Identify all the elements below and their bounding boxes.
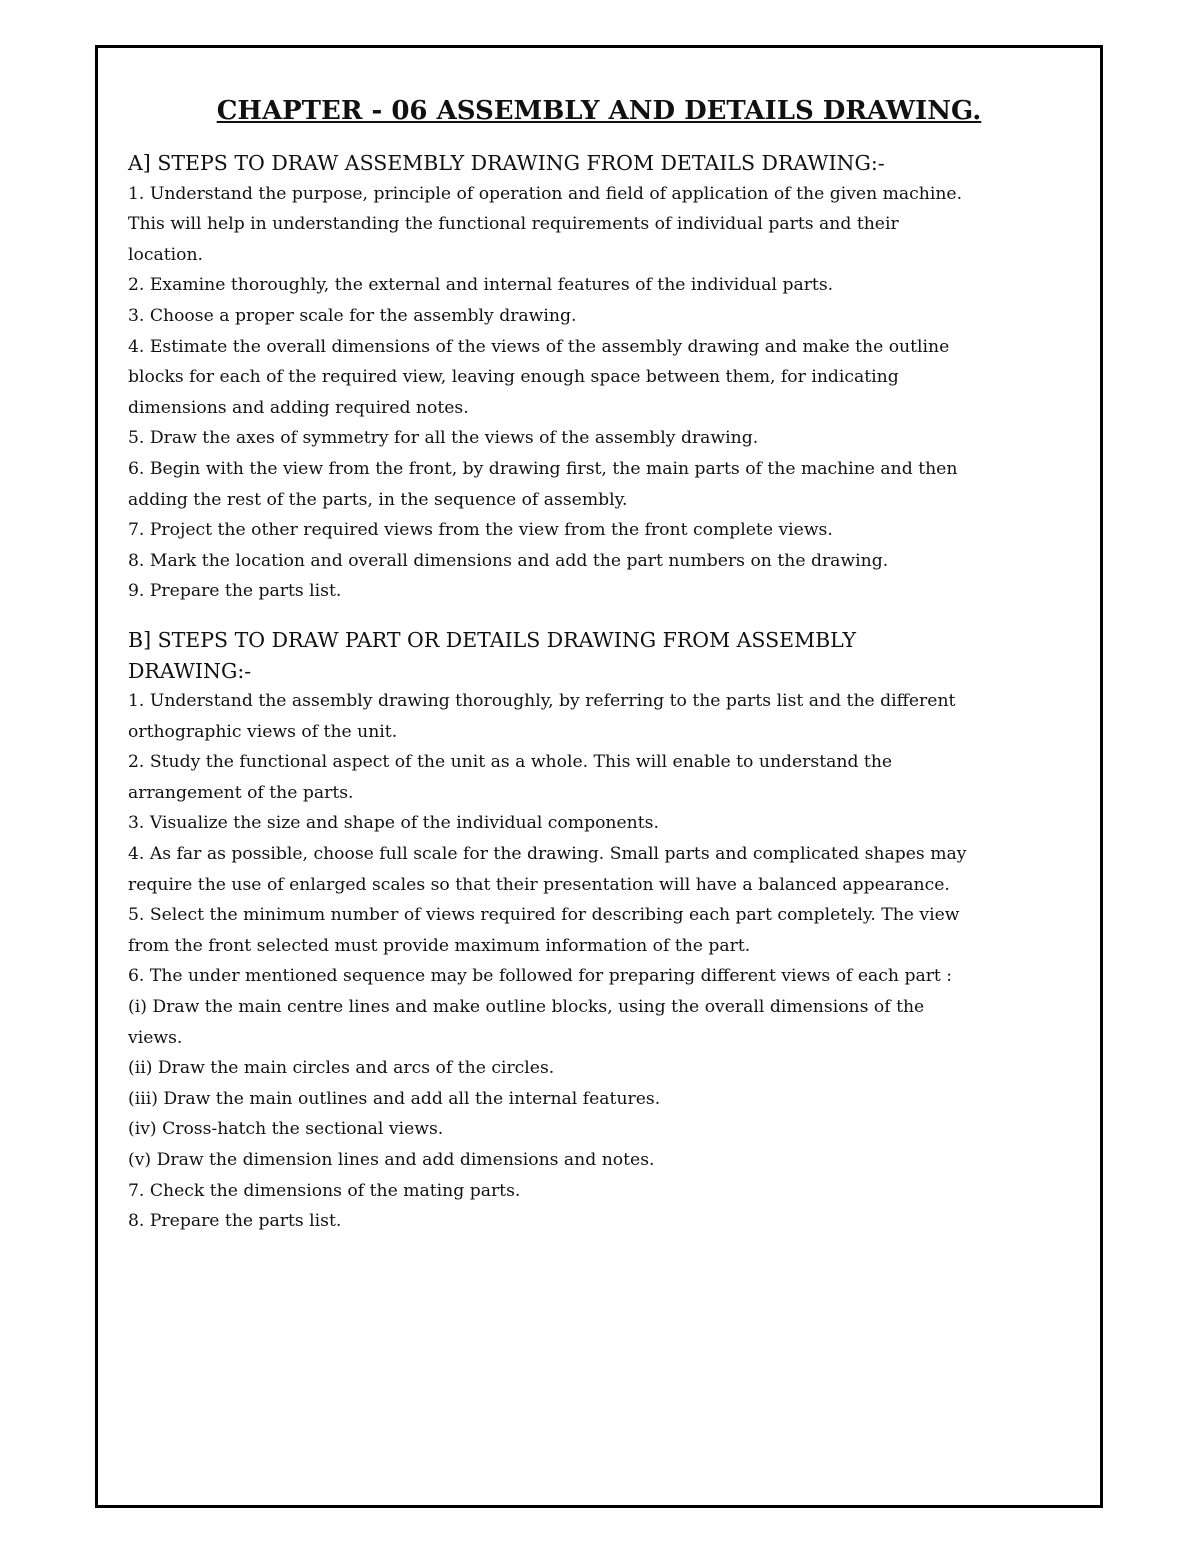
section-b-line: arrangement of the parts. <box>128 782 354 803</box>
section-b-line: (ii) Draw the main circles and arcs of the circles. <box>128 1058 555 1079</box>
section-b-heading-continued: DRAWING:- <box>128 658 252 683</box>
section-a-line: blocks for each of the required view, leaving enough space between them, for indicating <box>128 367 899 388</box>
section-b-line: orthographic views of the unit. <box>128 721 398 742</box>
section-a-line: 9. Prepare the parts list. <box>128 581 342 602</box>
section-b-line: from the front selected must provide maximum information of the part. <box>128 935 751 956</box>
section-b-line: 5. Select the minimum number of views required for describing each part completely. The view <box>128 905 960 926</box>
section-b-line: 2. Study the functional aspect of the unit as a whole. This will enable to understand the <box>128 752 893 773</box>
section-b-line: 6. The under mentioned sequence may be followed for preparing different views of each part : <box>128 966 953 987</box>
section-b-line: (v) Draw the dimension lines and add dimensions and notes. <box>128 1150 655 1170</box>
section-b-line: views. <box>128 1027 183 1048</box>
section-b-heading: B] STEPS TO DRAW PART OR DETAILS DRAWING FROM ASSEMBLY <box>128 627 857 652</box>
section-a-line: dimensions and adding required notes. <box>128 397 469 418</box>
section-a-line: 4. Estimate the overall dimensions of the views of the assembly drawing and make the outline <box>128 336 950 357</box>
section-b-line: (i) Draw the main centre lines and make outline blocks, using the overall dimensions of the <box>128 997 925 1018</box>
section-b-line: 4. As far as possible, choose full scale for the drawing. Small parts and complicated shapes may <box>128 844 967 865</box>
section-b-line: 1. Understand the assembly drawing thoroughly, by referring to the parts list and the different <box>128 691 956 712</box>
section-a-line: This will help in understanding the functional requirements of individual parts and their <box>128 214 899 235</box>
section-a-line: 7. Project the other required views from the view from the front complete views. <box>128 520 833 541</box>
chapter-title: CHAPTER - 06 ASSEMBLY AND DETAILS DRAWING. <box>216 96 982 126</box>
section-a-line: adding the rest of the parts, in the sequence of assembly. <box>128 489 628 510</box>
section-a-line: 6. Begin with the view from the front, by drawing first, the main parts of the machine and then <box>128 458 958 479</box>
document-body <box>128 148 1096 1237</box>
section-a-line: 3. Choose a proper scale for the assembly drawing. <box>128 305 577 326</box>
section-a-line: 8. Mark the location and overall dimensions and add the part numbers on the drawing. <box>128 550 889 571</box>
section-a-line: 1. Understand the purpose, principle of operation and field of application of the given machine. <box>128 183 963 204</box>
section-a-line: 2. Examine thoroughly, the external and internal features of the individual parts. <box>128 275 834 296</box>
section-a-heading: A] STEPS TO DRAW ASSEMBLY DRAWING FROM DETAILS DRAWING:- <box>128 151 885 175</box>
section-spacer <box>128 607 1096 625</box>
section-b-line: require the use of enlarged scales so that their presentation will have a balanced appearance. <box>128 874 950 895</box>
section-a-line: location. <box>128 244 204 265</box>
section-b-line: 7. Check the dimensions of the mating parts. <box>128 1180 521 1201</box>
section-b-line: (iii) Draw the main outlines and add all the internal features. <box>128 1088 661 1109</box>
section-a-line: 5. Draw the axes of symmetry for all the views of the assembly drawing. <box>128 428 759 449</box>
page-border <box>95 45 1103 1508</box>
section-b-line: 8. Prepare the parts list. <box>128 1211 342 1232</box>
section-b-line: 3. Visualize the size and shape of the individual components. <box>128 813 659 834</box>
section-b-line: (iv) Cross-hatch the sectional views. <box>128 1119 444 1140</box>
